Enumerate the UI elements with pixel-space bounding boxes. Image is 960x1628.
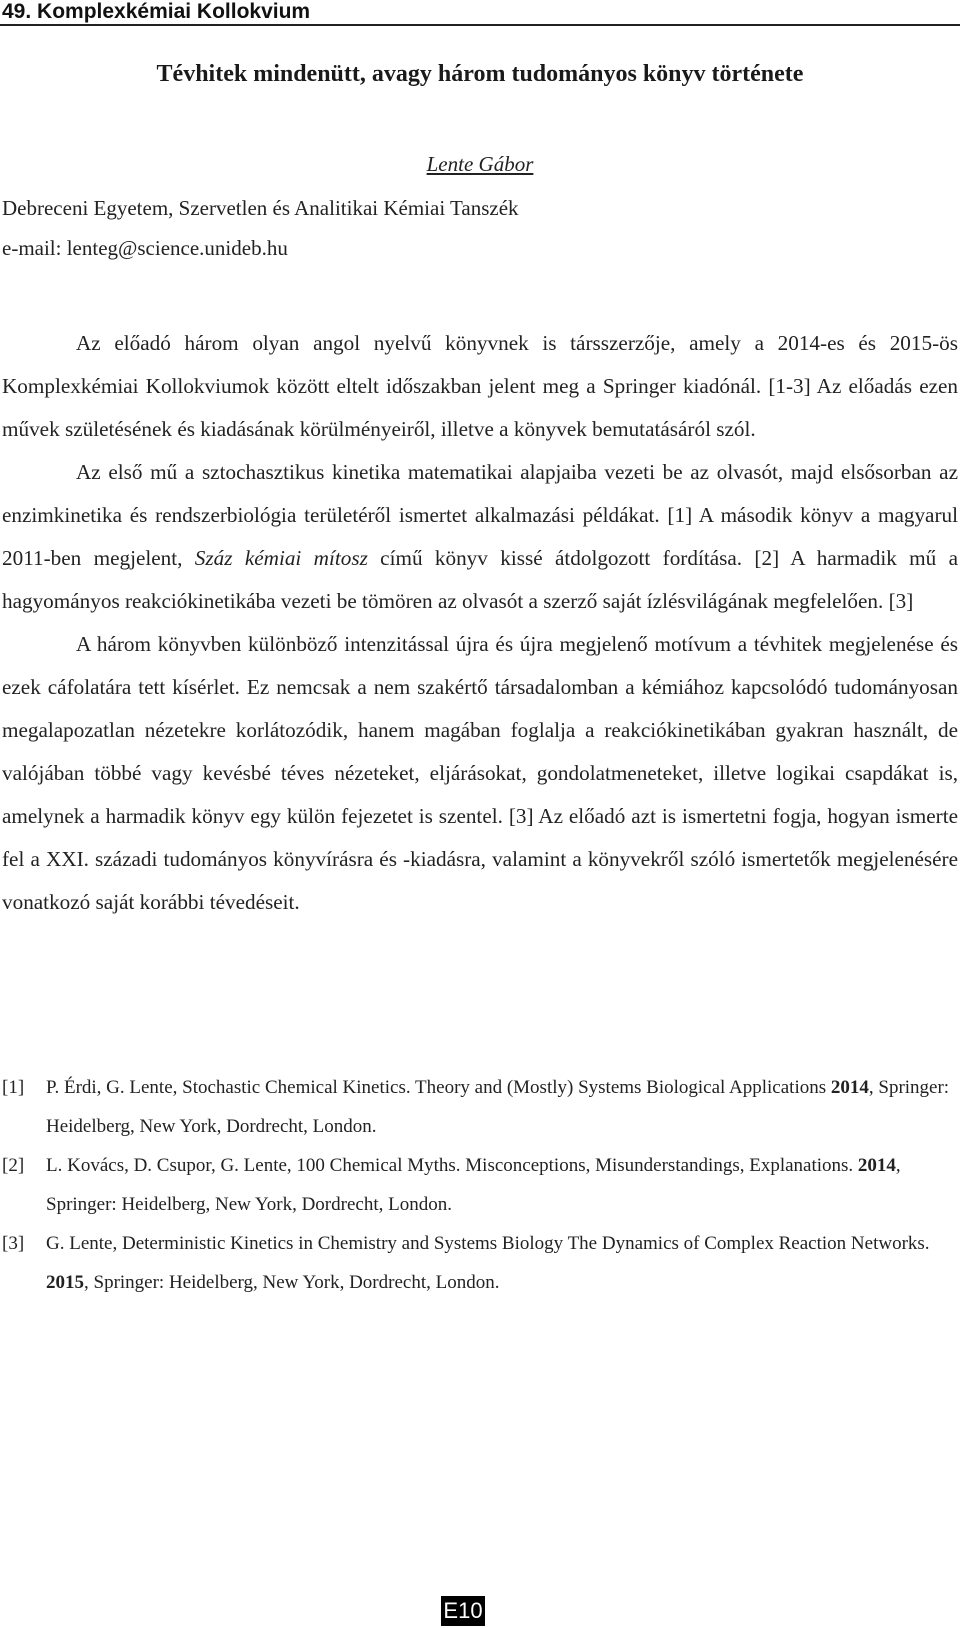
- paragraph-2: [2, 451, 958, 623]
- reference-year: 2014: [857, 1155, 896, 1176]
- page-number-badge: E10: [441, 1596, 485, 1626]
- reference-citation: L. Kovács, D. Csupor, G. Lente, 100 Chemical Myths. Misconceptions, Misunderstandings, Explanations.: [46, 1155, 858, 1176]
- abstract-body: [2, 322, 958, 924]
- reference-number: [2]: [2, 1155, 25, 1176]
- paragraph-2-text-a: Az első mű a sztochasztikus kinetika matematikai alapjaiba vezeti be az olvasót, majd elsősorban az enzimkinetika és rendszerbiológia területéről ismertet alkalmazási példákat. [1] A második könyv a magyarul 2011-ben megjelent,: [2, 460, 958, 570]
- paragraph-3: A három könyvben különböző intenzitással újra és újra megjelenő motívum a tévhitek megjelenése és ezek cáfolatára tett kísérlet. Ez nemcsak a nem szakértő társadalomban a kémiához kapcsolódó tudományosan megalapozatlan nézetekre korlátozódik, hanem magában foglalja a reakciókinetikában gyakran használt, de valójában többé vagy kevésbé téves nézeteket, eljárásokat, gondolatmeneteket, illetve logikai csapdákat is, amelynek a harmadik könyv egy külön fejezetet is szentel. [3] Az előadó azt is ismertetni fogja, hogyan ismerte fel a XXI. századi tudományos könyvírásra és -kiadásra, valamint a könyvekről szóló ismertetők megjelenésére vonatkozó saját korábbi tévedéseit.: [2, 632, 958, 914]
- author-name: Lente Gábor: [426, 152, 534, 176]
- reference-publisher: , Springer: Heidelberg, New York, Dordrecht, London.: [46, 1155, 901, 1215]
- paragraph-1: Az előadó három olyan angol nyelvű könyvnek is társszerzője, amely a 2014-es és 2015-ös Komplexkémiai Kollokviumok között eltelt időszakban jelent meg a Springer kiadónál. [1-3] Az előadás ezen művek születésének és kiadásának körülményeiről, illetve a könyvek bemutatásáról szól.: [2, 331, 958, 441]
- paragraph-2-text-b: című könyv kissé átdolgozott fordítása. [2] A harmadik mű a hagyományos reakciókinetikába vezeti be tömören az olvasót a szerző saját ízlésvilágának megfelelően. [3]: [2, 546, 958, 613]
- running-header: 49. Komplexkémiai Kollokvium: [0, 0, 960, 26]
- reference-citation: P. Érdi, G. Lente, Stochastic Chemical Kinetics. Theory and (Mostly) Systems Biological Applications: [46, 1077, 831, 1098]
- article-title: Tévhitek mindenütt, avagy három tudományos könyv története: [156, 61, 804, 87]
- affiliation: Debreceni Egyetem, Szervetlen és Analitikai Kémiai Tanszék: [2, 196, 519, 220]
- reference-number: [1]: [2, 1077, 25, 1098]
- reference-publisher: , Springer: Heidelberg, New York, Dordrecht, London.: [84, 1272, 500, 1293]
- reference-item: [2, 1068, 958, 1146]
- reference-text: [46, 1224, 958, 1302]
- reference-citation: G. Lente, Deterministic Kinetics in Chemistry and Systems Biology The Dynamics of Complex Reaction Networks.: [46, 1233, 930, 1254]
- reference-text: [46, 1068, 958, 1146]
- reference-number: [3]: [2, 1233, 25, 1254]
- reference-publisher: , Springer: Heidelberg, New York, Dordrecht, London.: [46, 1077, 950, 1137]
- email-line: e-mail: lenteg@science.unideb.hu: [2, 236, 288, 260]
- reference-list: [2, 1068, 958, 1302]
- book-title-italic: Száz kémiai mítosz: [194, 546, 368, 570]
- reference-text: [46, 1146, 958, 1224]
- reference-year: 2014: [830, 1077, 869, 1098]
- reference-year: 2015: [46, 1272, 84, 1293]
- reference-item: [2, 1224, 958, 1302]
- reference-item: [2, 1146, 958, 1224]
